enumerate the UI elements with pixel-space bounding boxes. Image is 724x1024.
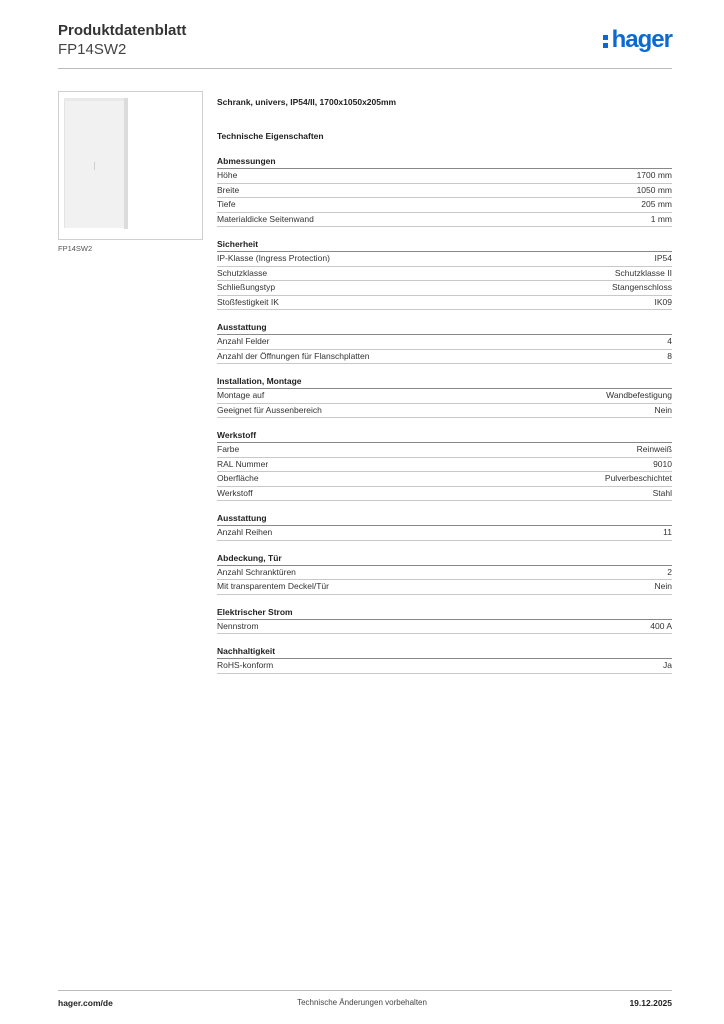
product-code: FP14SW2 (58, 41, 127, 58)
spec-value: Wandbefestigung (606, 390, 672, 400)
spec-label: Breite (217, 184, 240, 195)
spec-row (217, 487, 672, 502)
spec-content (217, 96, 672, 674)
spec-value: IP54 (654, 253, 672, 263)
spec-row (217, 252, 672, 267)
section-title: Ausstattung (217, 322, 672, 335)
spec-section (217, 607, 672, 635)
header-divider (58, 68, 672, 69)
spec-value: 2 (667, 566, 672, 577)
spec-section (217, 376, 672, 418)
spec-row (217, 184, 672, 199)
spec-label: Farbe (217, 444, 240, 454)
spec-section (217, 322, 672, 364)
section-title: Sicherheit (217, 239, 672, 252)
spec-section (217, 553, 672, 595)
section-title: Installation, Montage (217, 376, 672, 389)
spec-row (217, 281, 672, 296)
spec-label: RAL Nummer (217, 458, 269, 469)
section-title: Abmessungen (217, 156, 672, 169)
spec-value: 400 A (650, 620, 672, 631)
spec-row (217, 213, 672, 228)
spec-section (217, 430, 672, 501)
spec-row (217, 296, 672, 311)
spec-value: Schutzklasse II (614, 267, 672, 278)
spec-row (217, 267, 672, 282)
hager-logo (603, 28, 672, 52)
section-title: Elektrischer Strom (217, 607, 672, 620)
spec-row (217, 458, 672, 473)
spec-value: Stangenschloss (611, 282, 672, 292)
spec-label: Anzahl Schranktüren (217, 566, 296, 577)
spec-row (217, 404, 672, 419)
spec-value: 11 (663, 527, 672, 537)
spec-row (217, 659, 672, 674)
footer-note: Technische Änderungen vorbehalten (297, 998, 427, 1007)
image-caption: FP14SW2 (58, 244, 93, 253)
spec-label: Nennstrom (217, 620, 259, 631)
section-title: Werkstoff (217, 430, 672, 443)
spec-value: 8 (667, 350, 672, 361)
spec-label: Anzahl Felder (217, 336, 270, 346)
footer-divider (58, 990, 672, 991)
spec-row (217, 169, 672, 184)
spec-value: Pulverbeschichtet (604, 473, 672, 483)
spec-value: 1700 mm (636, 170, 672, 180)
logo-colon-icon (603, 33, 610, 48)
spec-label: Oberfläche (217, 473, 259, 483)
footer-date: 19.12.2025 (629, 998, 672, 1008)
spec-label: Schutzklasse (217, 267, 268, 278)
spec-row (217, 526, 672, 541)
spec-value: Ja (663, 660, 672, 670)
spec-label: Werkstoff (217, 487, 253, 498)
spec-value: 1050 mm (636, 184, 672, 195)
spec-label: Mit transparentem Deckel/Tür (217, 581, 329, 591)
spec-value: Stahl (652, 487, 672, 498)
spec-value: Nein (654, 581, 672, 591)
spec-section (217, 646, 672, 674)
spec-value: IK09 (654, 296, 672, 307)
spec-sections (217, 156, 672, 674)
spec-value: 1 mm (650, 213, 672, 224)
spec-label: Geeignet für Aussenbereich (217, 404, 322, 415)
tech-properties-heading: Technische Eigenschaften (217, 131, 324, 141)
spec-label: Materialdicke Seitenwand (217, 213, 314, 224)
spec-row (217, 472, 672, 487)
spec-row (217, 566, 672, 581)
spec-label: IP-Klasse (Ingress Protection) (217, 253, 330, 263)
section-title: Ausstattung (217, 513, 672, 526)
spec-row (217, 443, 672, 458)
section-title: Abdeckung, Tür (217, 553, 672, 566)
spec-row (217, 389, 672, 404)
page-header (58, 22, 672, 70)
spec-section (217, 156, 672, 227)
spec-label: Stoßfestigkeit IK (217, 296, 279, 307)
footer-website[interactable]: hager.com/de (58, 998, 113, 1008)
spec-label: RoHS-konform (217, 660, 274, 670)
spec-value: Nein (654, 404, 672, 415)
spec-row (217, 580, 672, 595)
section-title: Nachhaltigkeit (217, 646, 672, 659)
spec-row (217, 198, 672, 213)
spec-label: Höhe (217, 170, 238, 180)
spec-value: 205 mm (641, 199, 672, 209)
logo-text: hager (611, 26, 672, 53)
spec-section (217, 513, 672, 541)
spec-value: Reinweiß (636, 444, 672, 454)
spec-label: Anzahl der Öffnungen für Flanschplatten (217, 350, 370, 361)
spec-row (217, 335, 672, 350)
spec-section (217, 239, 672, 310)
spec-row (217, 620, 672, 635)
product-description: Schrank, univers, IP54/II, 1700x1050x205mm (217, 97, 397, 107)
spec-label: Anzahl Reihen (217, 527, 273, 537)
spec-label: Tiefe (217, 199, 236, 209)
spec-value: 9010 (653, 458, 672, 469)
product-image (58, 91, 203, 240)
spec-value: 4 (667, 336, 672, 346)
document-title: Produktdatenblatt (58, 22, 187, 39)
spec-label: Montage auf (217, 390, 265, 400)
spec-label: Schließungstyp (217, 282, 276, 292)
spec-row (217, 350, 672, 365)
